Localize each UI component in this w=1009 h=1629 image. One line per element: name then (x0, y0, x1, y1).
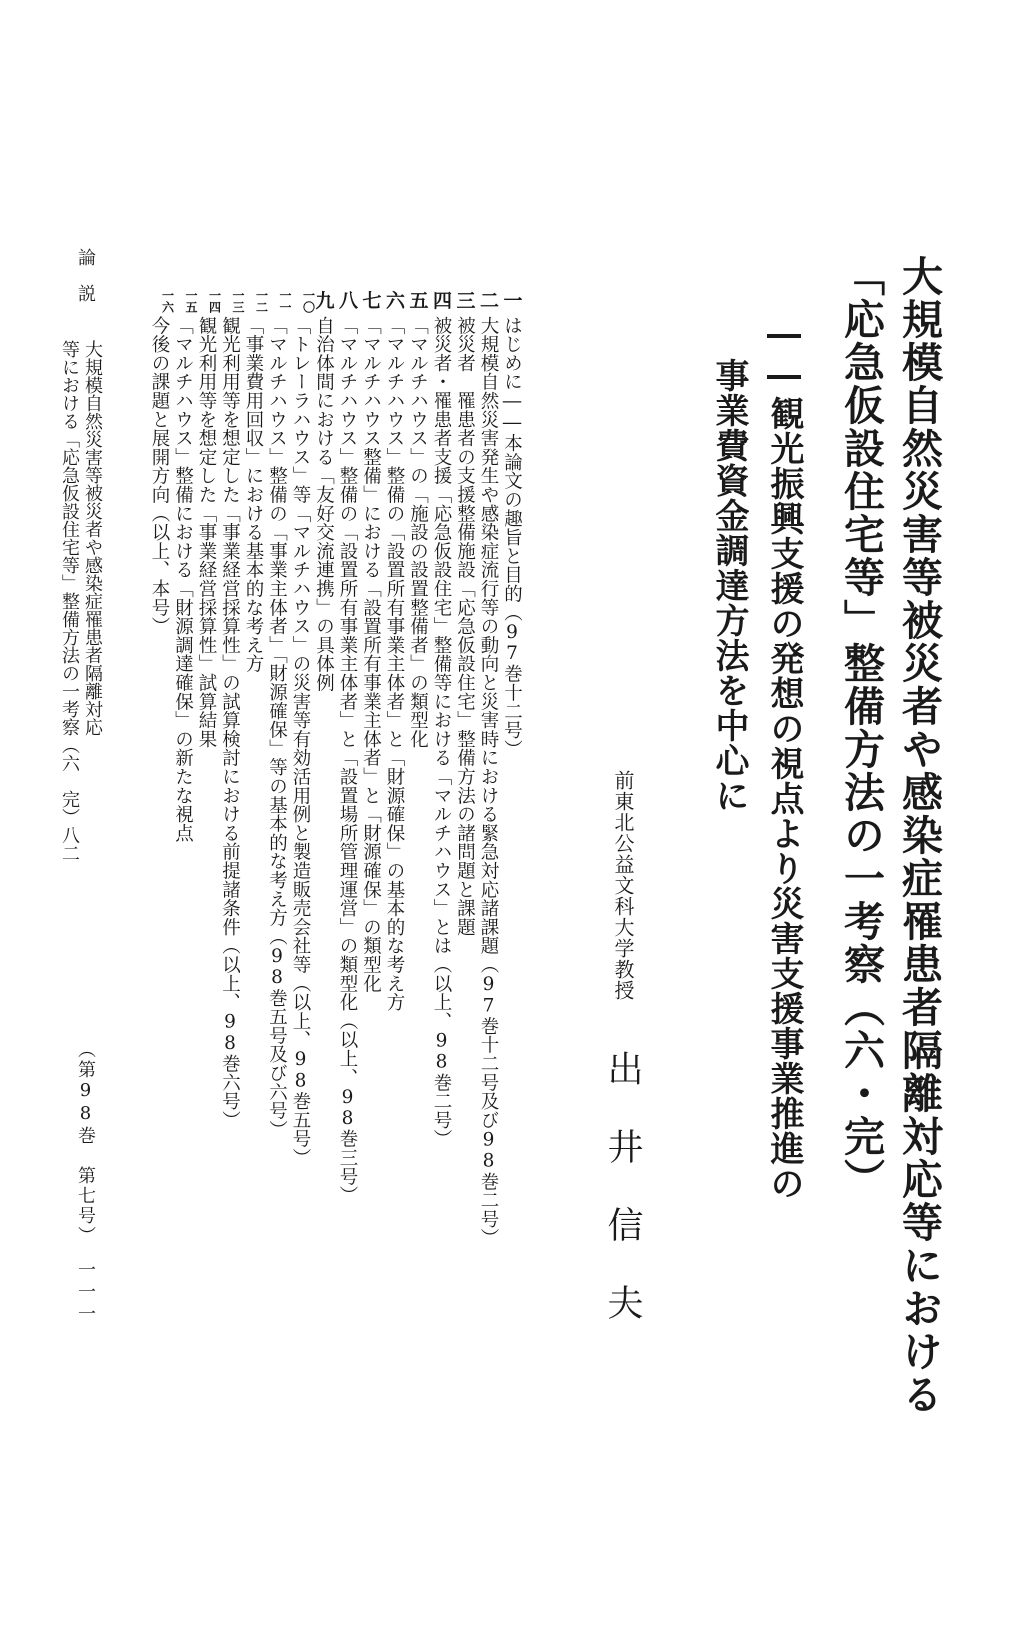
toc-item-text: 「マルチハウス」整備の「事業主体者」「財源確保」等の基本的な考え方（98巻五号及び六号） (266, 316, 288, 1139)
title-line-1: 大規模自然災害等被災者や感染症罹患者隔離対応等における (895, 255, 943, 1416)
toc-item-text: 今後の課題と展開方向（以上、本号） (149, 316, 170, 636)
toc-item-number: 一二 (254, 289, 269, 313)
toc-item-text: 観光利用等を想定した「事業経営採算性」試算結果 (196, 316, 217, 749)
toc-item-number: 五 (409, 290, 429, 312)
toc-item-text: 被災者・罹患者支援「応急仮設住宅」整備等における「マルチハウス」とは（以上、98巻二号） (431, 316, 452, 1149)
toc-item-text: 被災者 罹患者の支援整備施設「応急仮設住宅」整備方法の諸問題と課題 (454, 316, 476, 937)
toc-item-number: 七 (362, 290, 382, 312)
toc-item-text: はじめに――本論文の趣旨と目的（97巻十二号） (501, 316, 523, 759)
toc-item-text: 「マルチハウス」整備における「財源調達確保」の新たな視点 (172, 316, 194, 843)
toc-item-number: 一四 (207, 289, 222, 313)
toc-item-number: 一六 (160, 289, 175, 313)
toc-item-text: 「トレーラハウス」等「マルチハウス」の災害等有効活用例と製造販売会社等（以上、98巻五号） (290, 316, 311, 1167)
toc-item-text: 「マルチハウス」の「施設の設置整備者」の類型化 (407, 316, 429, 749)
subtitle-line-2: 事業費資金調達方法を中心に (709, 358, 749, 813)
toc-item-text: 観光利用等を想定した「事業経営採算性」の試算検討における前提諸条件（以上、98巻六号） (219, 316, 241, 1130)
toc-item-text: 「マルチハウス」整備の「設置所有事業主体者」と「設置場所管理運営」の類型化（以上、98巻三号） (337, 316, 358, 1205)
toc-item-text: 「マルチハウス整備」における「設置所有事業主体者」と「財源確保」の類型化 (360, 316, 382, 993)
toc-item-number: 一〇 (301, 289, 316, 313)
page-number: 一一一 (75, 1260, 96, 1326)
table-of-contents (146, 288, 526, 1248)
running-title-line-1: 大規模自然災害等被災者や感染症罹患者隔離対応 (82, 340, 103, 736)
toc-item-number: 三 (456, 290, 476, 312)
title-line-2: 「応急仮設住宅等」整備方法の一考察（六・完） (837, 255, 885, 1201)
running-title-line-2: 等における「応急仮設住宅等」整備方法の一考察（六 完）八二 (59, 340, 80, 862)
toc-item-number: 八 (338, 290, 358, 312)
toc-item-number: 六 (385, 290, 405, 312)
toc-item-text: 自治体間における「友好交流連携」の具体例 (313, 316, 335, 692)
volume-number: （第98巻 第七号） (75, 1040, 96, 1246)
toc-item-text: 「事業費用回収」における基本的な考え方 (243, 316, 264, 674)
subtitle-line-1: ――観光振興支援の発想の視点より災害支援事業推進の (764, 314, 804, 1201)
toc-item-number: 一一 (278, 289, 292, 313)
author-name: 出井信夫 (602, 1050, 643, 1362)
section-label: 論説 (75, 248, 96, 320)
toc-item-number: 九 (315, 290, 335, 312)
author-affiliation: 前東北公益文科大学教授 (611, 770, 635, 1001)
toc-item-text: 大規模自然災害発生や感染症流行等の動向と災害時における緊急対応諸課題（97巻十二号及び98巻二号） (478, 316, 499, 1248)
toc-item-number: 一三 (231, 289, 245, 313)
toc-item-number: 二 (479, 290, 499, 312)
toc-item-text: 「マルチハウス」整備の「設置所有事業主体者」と「財源確保」の基本的な考え方 (384, 316, 405, 1012)
toc-item-number: 一五 (184, 289, 198, 313)
toc-item-number: 四 (432, 290, 452, 312)
toc-item-number: 一 (503, 290, 523, 312)
